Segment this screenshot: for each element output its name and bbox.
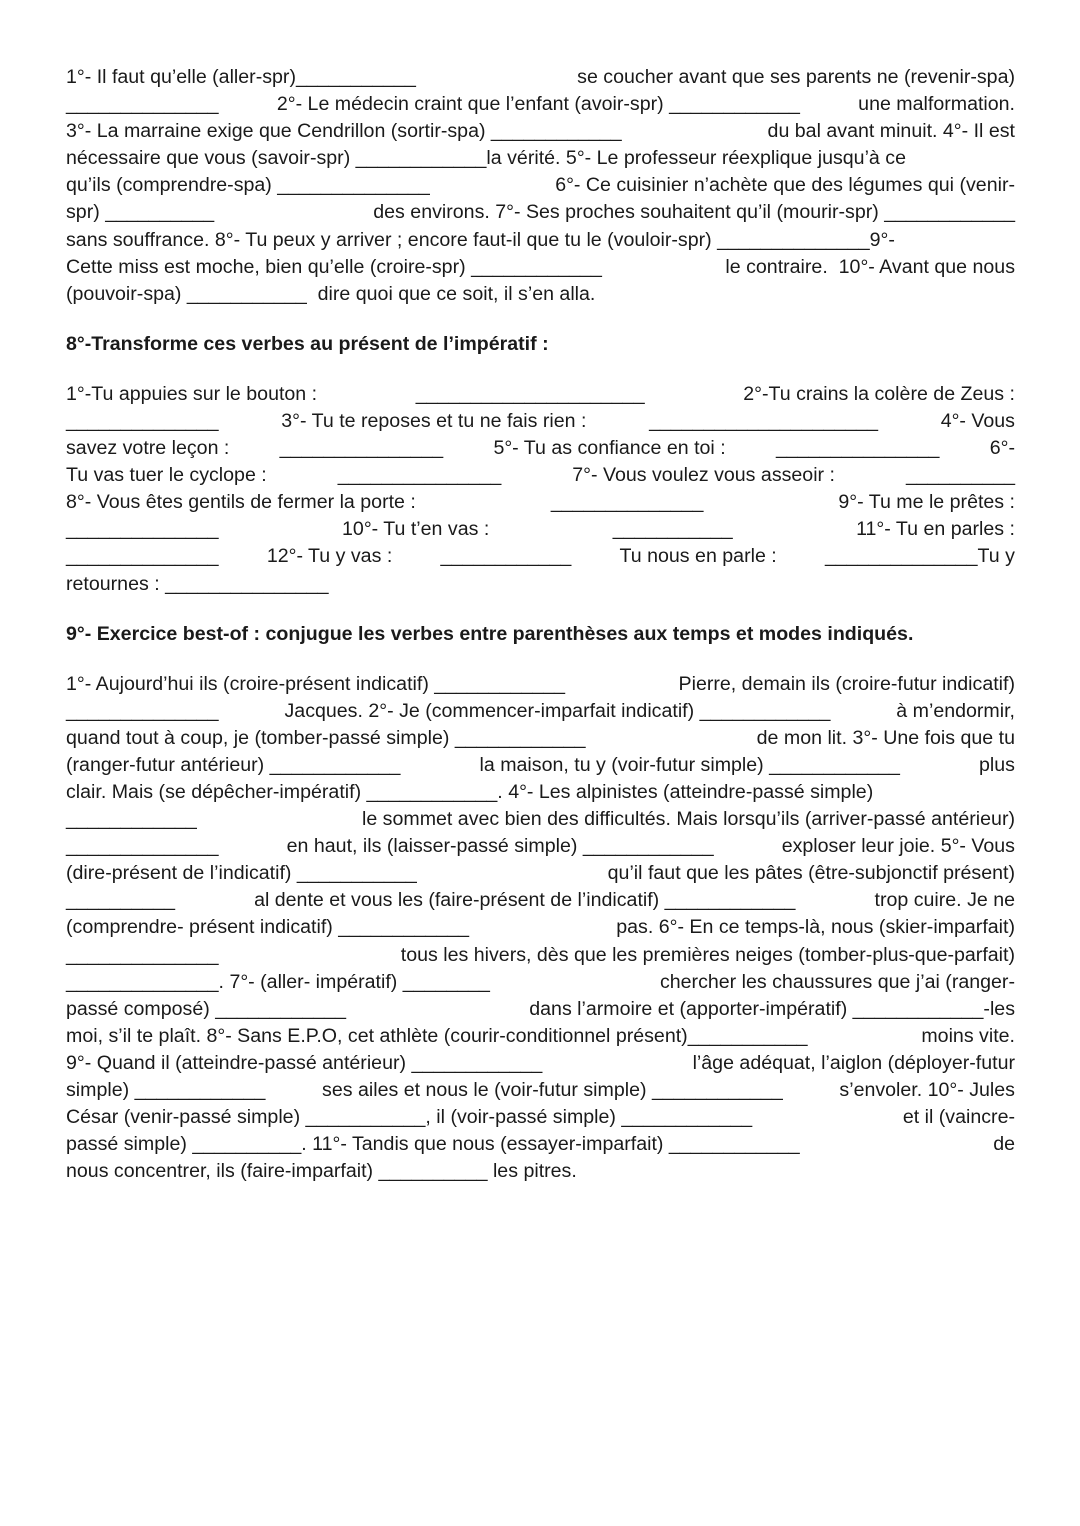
text-line: ______________. 7°- (aller- impératif) ________ chercher les chaussures que j’ai (ranger- <box>66 970 1015 993</box>
text-line: retournes : _______________ <box>66 572 329 595</box>
text-line: ______________ 3°- Tu te reposes et tu ne fais rien : _____________________ 4°- Vous <box>66 409 1015 432</box>
text-line: __________ al dente et vous les (faire-présent de l’indicatif) ____________ trop cuire. Je ne <box>66 889 1015 912</box>
section-8-heading: 8°-Transforme ces verbes au présent de l’impératif : <box>66 332 549 355</box>
text-line: 1°- Il faut qu’elle (aller-spr)___________ se coucher avant que ses parents ne (revenir-spa) <box>66 66 1015 88</box>
text-line: passé simple) __________. 11°- Tandis que nous (essayer-imparfait) ____________ de <box>66 1133 1015 1156</box>
text-line: ______________ Jacques. 2°- Je (commencer-imparfait indicatif) ____________ à m’endormir, <box>66 699 1015 722</box>
text-line: passé composé) ____________ dans l’armoire et (apporter-impératif) ____________-les <box>66 997 1015 1020</box>
text-line: (comprendre- présent indicatif) ____________ pas. 6°- En ce temps-là, nous (skier-imparfait) <box>66 916 1015 939</box>
text-line: spr) __________ des environs. 7°- Ses proches souhaitent qu’il (mourir-spr) ____________ <box>66 201 1015 224</box>
text-line: moi, s’il te plaît. 8°- Sans E.P.O, cet athlète (courir-conditionnel présent)___________ moins vite. <box>66 1024 1015 1047</box>
text-line: 1°-Tu appuies sur le bouton : _____________________ 2°-Tu crains la colère de Zeus : <box>66 382 1015 405</box>
worksheet-page <box>66 64 1015 1185</box>
text-line: ______________ 2°- Le médecin craint que l’enfant (avoir-spr) ____________ une malformation. <box>66 93 1015 116</box>
text-line: qu’ils (comprendre-spa) ______________ 6°- Ce cuisinier n’achète que des légumes qui (venir- <box>66 174 1015 197</box>
text-line: nous concentrer, ils (faire-imparfait) __________ les pitres. <box>66 1160 577 1183</box>
text-line: 3°- La marraine exige que Cendrillon (sortir-spa) ____________ du bal avant minuit. 4°- Il est <box>66 120 1015 143</box>
text-line: Cette miss est moche, bien qu’elle (croire-spr) ____________ le contraire. 10°- Avant que nous <box>66 255 1015 278</box>
text-line: sans souffrance. 8°- Tu peux y arriver ; encore faut-il que tu le (vouloir-spr) ______________9°- <box>66 228 895 251</box>
text-line: ______________ 12°- Tu y vas : ____________ Tu nous en parle : ______________Tu y <box>66 545 1015 568</box>
text-line: ______________ tous les hivers, dès que les premières neiges (tomber-plus-que-parfait) <box>66 943 1015 966</box>
text-line: 8°- Vous êtes gentils de fermer la porte : ______________ 9°- Tu me le prêtes : <box>66 491 1015 514</box>
text-line: (dire-présent de l’indicatif) ___________ qu’il faut que les pâtes (être-subjonctif présent) <box>66 862 1015 885</box>
text-line: César (venir-passé simple) ___________, il (voir-passé simple) ____________ et il (vaincre- <box>66 1106 1015 1129</box>
text-line: nécessaire que vous (savoir-spr) ____________la vérité. 5°- Le professeur réexplique jusqu’à ce <box>66 147 906 170</box>
text-line: clair. Mais (se dépêcher-impératif) ____________. 4°- Les alpinistes (atteindre-passé simple) <box>66 780 874 803</box>
text-line: 9°- Quand il (atteindre-passé antérieur) ____________ l’âge adéquat, l’aiglon (déployer-futur <box>66 1051 1015 1074</box>
text-line: ______________ en haut, ils (laisser-passé simple) ____________ exploser leur joie. 5°- Vous <box>66 835 1015 858</box>
text-line: (ranger-futur antérieur) ____________ la maison, tu y (voir-futur simple) ____________ plus <box>66 753 1015 776</box>
text-line: (pouvoir-spa) ___________ dire quoi que ce soit, il s’en alla. <box>66 282 596 305</box>
section-9-exercise <box>66 671 1015 1186</box>
text-line: 1°- Aujourd’hui ils (croire-présent indicatif) ____________ Pierre, demain ils (croire-futur indicatif) <box>66 672 1015 695</box>
text-line: ______________ 10°- Tu t’en vas : ___________ 11°- Tu en parles : <box>66 518 1015 541</box>
text-line: Tu vas tuer le cyclope : _______________ 7°- Vous voulez vous asseoir : __________ <box>66 464 1015 487</box>
text-line: simple) ____________ ses ailes et nous le (voir-futur simple) ____________ s’envoler. 10°- Jules <box>66 1079 1015 1101</box>
section-9-heading: 9°- Exercice best-of : conjugue les verbes entre parenthèses aux temps et modes indiqués. <box>66 622 914 645</box>
text-line: savez votre leçon : _______________ 5°- Tu as confiance en toi : _______________ 6°- <box>66 437 1015 460</box>
text-line: ____________ le sommet avec bien des difficultés. Mais lorsqu’ils (arriver-passé antérieur) <box>66 808 1015 831</box>
section-7-exercise <box>66 64 1015 308</box>
text-line: quand tout à coup, je (tomber-passé simple) ____________ de mon lit. 3°- Une fois que tu <box>66 726 1015 749</box>
section-8-exercise <box>66 381 1015 598</box>
